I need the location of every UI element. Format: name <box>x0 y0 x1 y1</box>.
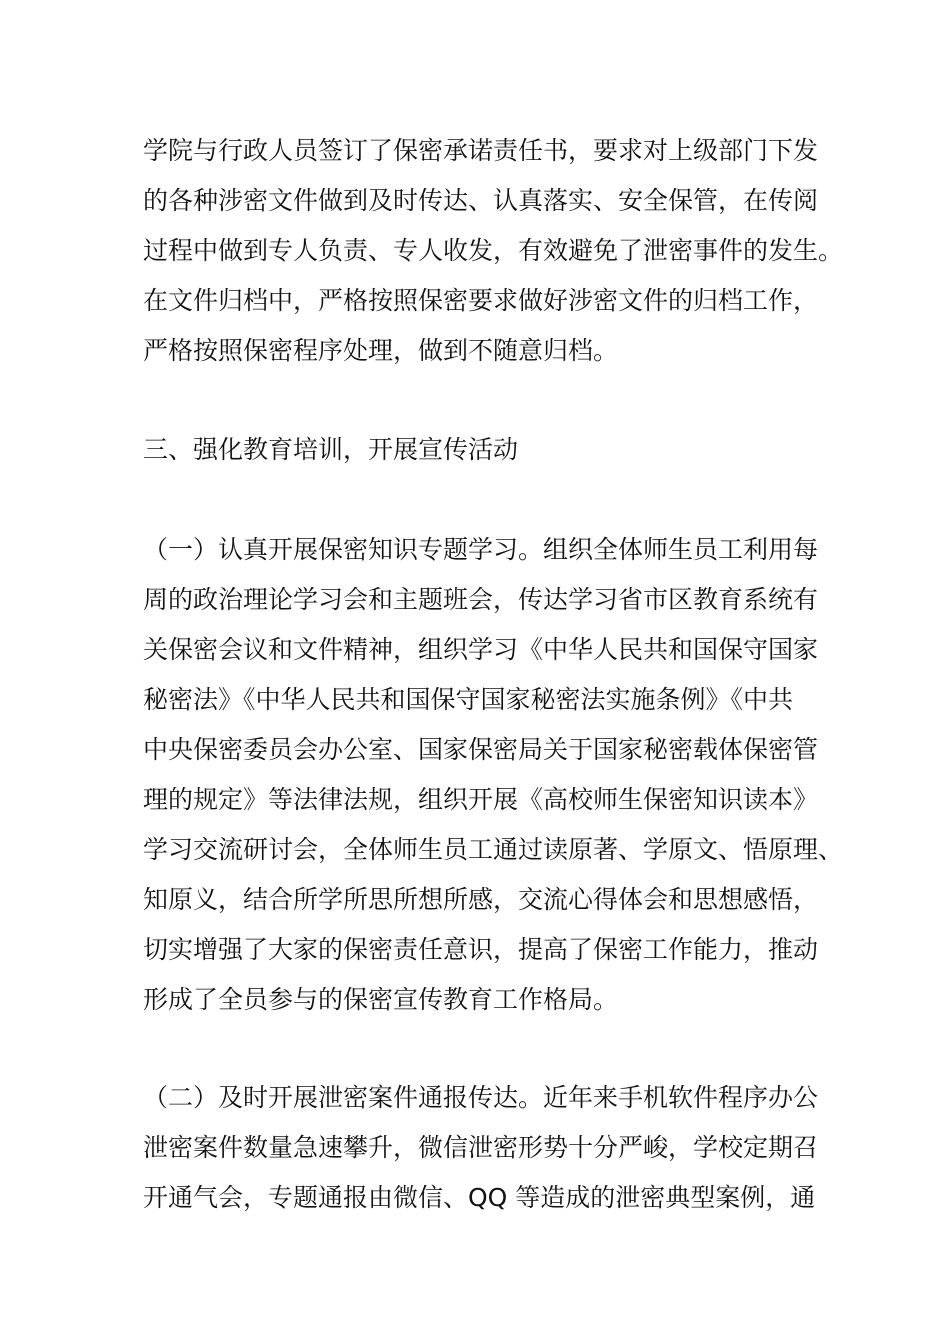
paragraph-line: （一）认真开展保密知识专题学习。组织全体师生员工利用每 <box>143 535 819 564</box>
paragraph-line: 秘密法》《中华人民共和国保守国家秘密法实施条例》《中共 <box>143 685 794 714</box>
paragraph-line: 理的规定》等法律法规，组织开展《高校师生保密知识读本》 <box>143 785 819 814</box>
paragraph-line: 开通气会，专题通报由微信、QQ 等造成的泄密典型案例，通 <box>143 1183 816 1212</box>
paragraph-line: 关保密会议和文件精神，组织学习《中华人民共和国保守国家 <box>143 635 819 664</box>
paragraph-line: 过程中做到专人负责、专人收发，有效避免了泄密事件的发生。 <box>143 236 844 265</box>
paragraph-line: 学习交流研讨会，全体师生员工通过读原著、学原文、悟原理、 <box>143 835 844 864</box>
section-heading: 三、强化教育培训，开展宣传活动 <box>143 435 519 464</box>
paragraph-line: 形成了全员参与的保密宣传教育工作格局。 <box>143 985 619 1014</box>
paragraph-line: 切实增强了大家的保密责任意识，提高了保密工作能力，推动 <box>143 935 819 964</box>
paragraph-line: 在文件归档中，严格按照保密要求做好涉密文件的归档工作， <box>143 286 819 315</box>
paragraph-line: 学院与行政人员签订了保密承诺责任书，要求对上级部门下发 <box>143 136 819 165</box>
paragraph-line: 周的政治理论学习会和主题班会，传达学习省市区教育系统有 <box>143 585 819 614</box>
paragraph-line: 严格按照保密程序处理，做到不随意归档。 <box>143 336 619 365</box>
paragraph-line: 泄密案件数量急速攀升，微信泄密形势十分严峻，学校定期召 <box>143 1133 819 1162</box>
paragraph-line: 中央保密委员会办公室、国家保密局关于国家秘密载体保密管 <box>143 735 819 764</box>
paragraph-line: 的各种涉密文件做到及时传达、认真落实、安全保管，在传阅 <box>143 186 819 215</box>
paragraph-line: （二）及时开展泄密案件通报传达。近年来手机软件程序办公 <box>143 1083 819 1112</box>
paragraph-line: 知原义，结合所学所思所想所感，交流心得体会和思想感悟， <box>143 885 819 914</box>
